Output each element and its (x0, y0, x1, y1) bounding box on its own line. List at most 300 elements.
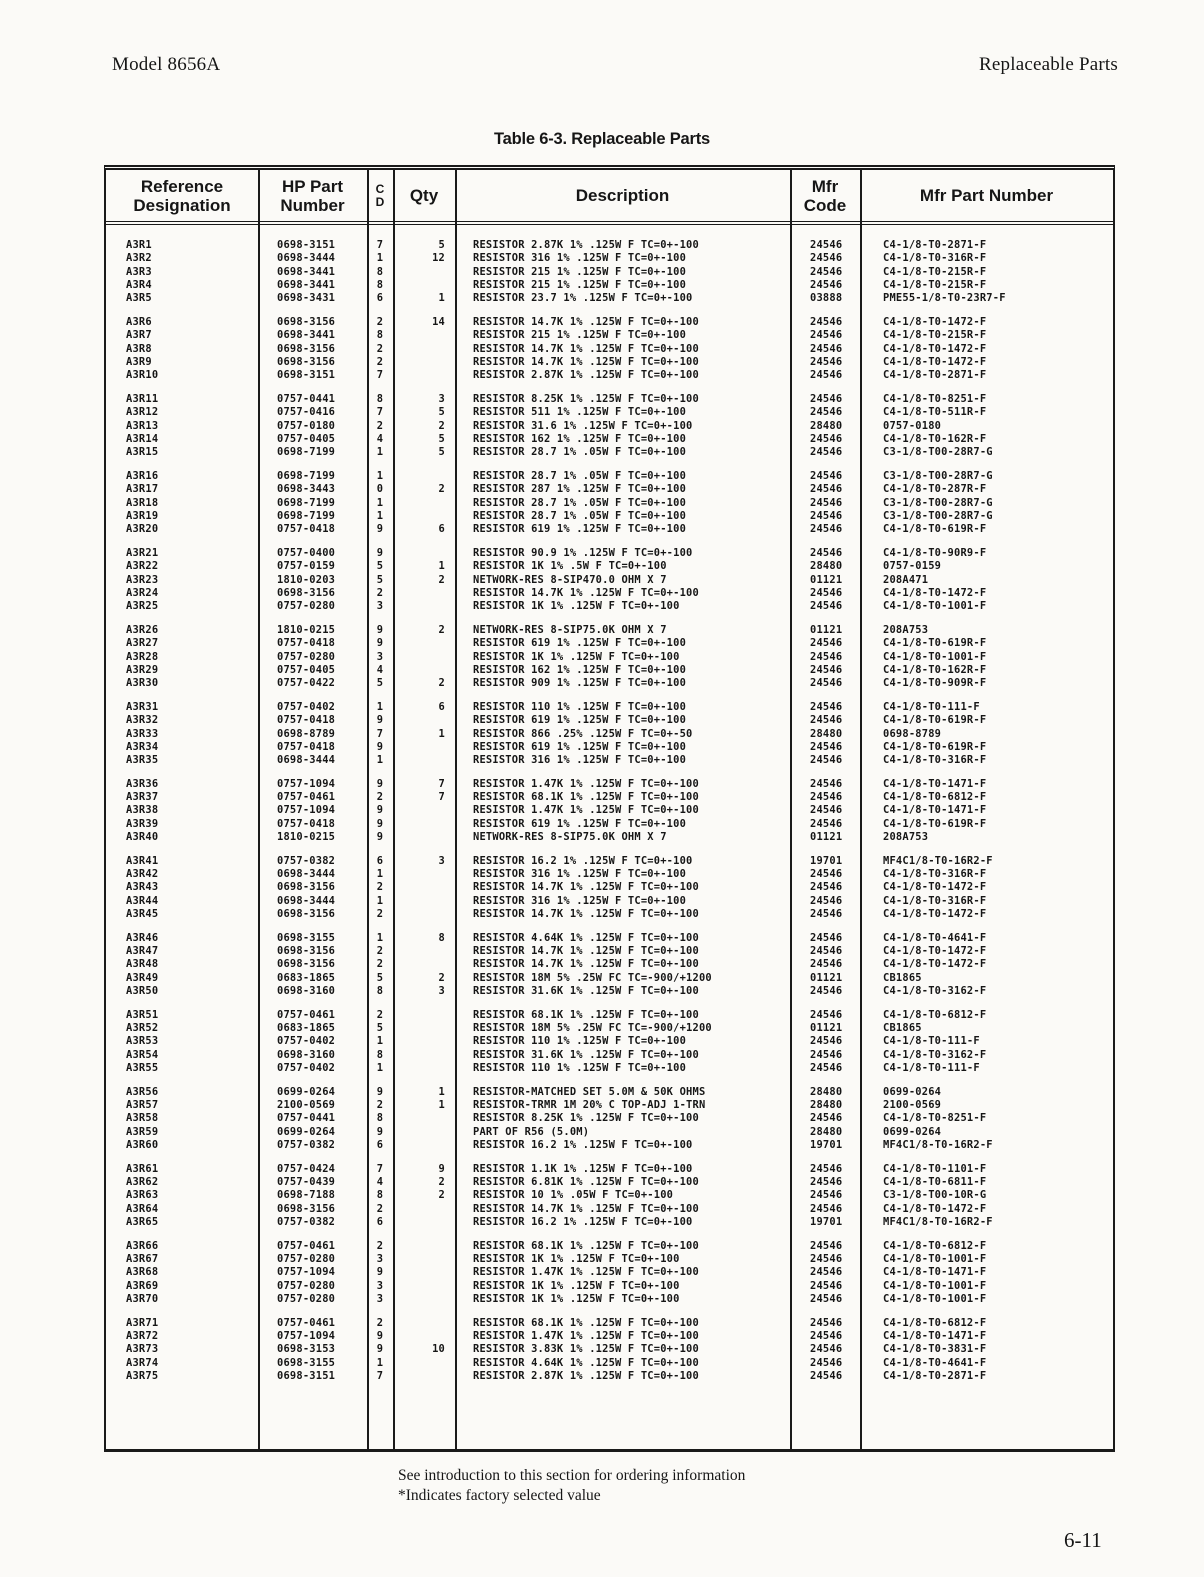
cell-mpn: C4-1/8-T0-3831-F (883, 1343, 987, 1356)
cell-desc: RESISTOR 110 1% .125W F TC=0+-100 (473, 700, 687, 713)
cell-ref: A3R58 (126, 1112, 159, 1125)
table-row (106, 1139, 1113, 1152)
cell-mpn: C4-1/8-T0-215R-F (883, 265, 987, 278)
cell-ref: A3R25 (126, 600, 159, 613)
cell-cd: 7 (376, 1369, 384, 1382)
cell-hp: 2100-0569 (277, 1099, 336, 1112)
cell-mpn: C4-1/8-T0-619R-F (883, 714, 987, 727)
table-row (106, 1176, 1113, 1189)
table-row (106, 1317, 1113, 1330)
cell-mpn: 0757-0159 (883, 560, 942, 573)
cell-ref: A3R52 (126, 1022, 159, 1035)
table-row (106, 420, 1113, 433)
cell-qty (393, 343, 455, 356)
cell-hp: 0757-0461 (277, 1316, 336, 1329)
table-row (106, 868, 1113, 881)
cell-hp: 0698-3444 (277, 252, 336, 265)
cell-cd: 1 (376, 496, 384, 509)
cell-hp: 0757-0402 (277, 1035, 336, 1048)
cell-ref: A3R72 (126, 1330, 159, 1343)
cell-hp: 0757-0418 (277, 523, 336, 536)
cell-mfr: 24546 (810, 1048, 843, 1061)
cell-qty (393, 1035, 455, 1048)
cell-mfr: 24546 (810, 523, 843, 536)
cell-desc: RESISTOR 2.87K 1% .125W F TC=0+-100 (473, 239, 699, 251)
cell-mfr: 24546 (810, 1062, 843, 1075)
cell-mfr: 24546 (810, 958, 843, 971)
table-row (106, 1112, 1113, 1125)
cell-hp: 0757-0405 (277, 432, 336, 445)
cell-hp: 0698-7199 (277, 469, 336, 482)
cell-ref: A3R2 (126, 252, 152, 265)
table-row (106, 677, 1113, 690)
cell-mfr: 24546 (810, 239, 843, 251)
cell-desc: RESISTOR 1K 1% .125W F TC=0+-100 (473, 1279, 680, 1292)
cell-mfr: 24546 (810, 329, 843, 342)
cell-mpn: 208A753 (883, 623, 929, 636)
cell-desc: RESISTOR 31.6K 1% .125W F TC=0+-100 (473, 1048, 699, 1061)
footnote-factory-selected: *Indicates factory selected value (398, 1487, 601, 1504)
cell-desc: RESISTOR 619 1% .125W F TC=0+-100 (473, 740, 687, 753)
cell-mfr: 24546 (810, 586, 843, 599)
cell-cd: 8 (376, 392, 384, 405)
cell-hp: 0757-0424 (277, 1162, 336, 1175)
cell-cd: 7 (376, 727, 384, 740)
cell-hp: 0698-3155 (277, 931, 336, 944)
cell-mpn: C3-1/8-T00-28R7-G (883, 469, 993, 482)
table-row (106, 560, 1113, 573)
cell-qty (393, 1022, 455, 1035)
cell-cd: 9 (376, 777, 384, 790)
cell-hp: 0757-0280 (277, 650, 336, 663)
cell-qty (393, 958, 455, 971)
cell-mpn: C4-1/8-T0-1472-F (883, 1202, 987, 1215)
cell-desc: NETWORK-RES 8-SIP470.0 OHM X 7 (473, 573, 667, 586)
cell-mfr: 24546 (810, 637, 843, 650)
cell-cd: 8 (376, 329, 384, 342)
cell-ref: A3R73 (126, 1343, 159, 1356)
cell-mpn: C4-1/8-T0-2871-F (883, 1369, 987, 1382)
cell-cd: 1 (376, 931, 384, 944)
cell-cd: 1 (376, 894, 384, 907)
cell-qty (393, 329, 455, 342)
cell-hp: 1810-0203 (277, 573, 336, 586)
cell-qty: 14 (432, 315, 445, 328)
cell-desc: RESISTOR-TRMR 1M 20% C TOP-ADJ 1-TRN (473, 1099, 706, 1112)
cell-cd: 7 (376, 239, 384, 251)
cell-qty: 6 (438, 700, 445, 713)
cell-desc: PART OF R56 (5.0M) (473, 1125, 590, 1138)
cell-cd: 7 (376, 1162, 384, 1175)
cell-qty: 2 (438, 1176, 445, 1189)
cell-mpn: C4-1/8-T0-316R-F (883, 868, 987, 881)
cell-qty: 12 (432, 252, 445, 265)
cell-cd: 2 (376, 1202, 384, 1215)
cell-cd: 8 (376, 985, 384, 998)
cell-cd: 5 (376, 677, 384, 690)
cell-desc: RESISTOR 110 1% .125W F TC=0+-100 (473, 1062, 687, 1075)
cell-cd: 1 (376, 1356, 384, 1369)
cell-mfr: 03888 (810, 292, 843, 305)
cell-cd: 5 (376, 971, 384, 984)
cell-desc: RESISTOR 18M 5% .25W FC TC=-900/+1200 (473, 1022, 712, 1035)
cell-qty (393, 1293, 455, 1306)
row-group (106, 701, 1113, 767)
cell-qty: 7 (438, 791, 445, 804)
cell-mfr: 24546 (810, 355, 843, 368)
cell-qty: 1 (438, 727, 445, 740)
cell-ref: A3R8 (126, 342, 152, 355)
row-group (106, 778, 1113, 844)
footnote-ordering-info: See introduction to this section for ordering information (398, 1467, 746, 1484)
cell-mpn: C4-1/8-T0-619R-F (883, 637, 987, 650)
cell-qty (393, 664, 455, 677)
cell-hp: 0757-0441 (277, 1112, 336, 1125)
cell-mfr: 24546 (810, 496, 843, 509)
cell-mfr: 01121 (810, 971, 843, 984)
cell-mpn: C4-1/8-T0-3162-F (883, 985, 987, 998)
table-row (106, 266, 1113, 279)
cell-ref: A3R26 (126, 623, 159, 636)
cell-cd: 5 (376, 560, 384, 573)
cell-mfr: 24546 (810, 650, 843, 663)
table-row (106, 574, 1113, 587)
cell-mpn: C4-1/8-T0-215R-F (883, 278, 987, 291)
cell-qty: 2 (438, 623, 445, 636)
cell-mfr: 24546 (810, 714, 843, 727)
cell-hp: 0757-0280 (277, 1292, 336, 1305)
table-row (106, 1126, 1113, 1139)
cell-ref: A3R10 (126, 369, 159, 382)
cell-hp: 0757-0416 (277, 406, 336, 419)
cell-mpn: C4-1/8-T0-90R9-F (883, 546, 987, 559)
cell-mfr: 24546 (810, 700, 843, 713)
replaceable-parts-table (104, 165, 1115, 1452)
cell-desc: RESISTOR 28.7 1% .05W F TC=0+-100 (473, 469, 687, 482)
cell-mfr: 24546 (810, 1112, 843, 1125)
table-row (106, 406, 1113, 419)
cell-desc: RESISTOR 1K 1% .125W F TC=0+-100 (473, 1253, 680, 1266)
table-row (106, 985, 1113, 998)
cell-qty (393, 356, 455, 369)
row-group (106, 547, 1113, 613)
cell-cd: 3 (376, 1279, 384, 1292)
cell-ref: A3R14 (126, 432, 159, 445)
table-row (106, 908, 1113, 921)
cell-mfr: 28480 (810, 560, 843, 573)
table-row (106, 1035, 1113, 1048)
cell-desc: RESISTOR 909 1% .125W F TC=0+-100 (473, 677, 687, 690)
cell-ref: A3R15 (126, 446, 159, 459)
cell-cd: 6 (376, 854, 384, 867)
cell-mpn: 208A753 (883, 831, 929, 844)
cell-mfr: 24546 (810, 1253, 843, 1266)
cell-ref: A3R42 (126, 868, 159, 881)
cell-ref: A3R46 (126, 931, 159, 944)
cell-hp: 0757-1094 (277, 1330, 336, 1343)
table-row (106, 547, 1113, 560)
cell-mfr: 24546 (810, 546, 843, 559)
cell-mfr: 24546 (810, 985, 843, 998)
cell-desc: RESISTOR 28.7 1% .05W F TC=0+-100 (473, 446, 687, 459)
cell-mfr: 24546 (810, 894, 843, 907)
row-group (106, 1163, 1113, 1229)
cell-hp: 0698-3156 (277, 881, 336, 894)
cell-ref: A3R35 (126, 754, 159, 767)
table-row (106, 1163, 1113, 1176)
cell-cd: 2 (376, 355, 384, 368)
cell-hp: 0698-7199 (277, 509, 336, 522)
table-row (106, 972, 1113, 985)
cell-qty (393, 1009, 455, 1022)
table-row (106, 1293, 1113, 1306)
cell-ref: A3R60 (126, 1139, 159, 1152)
cell-mpn: CB1865 (883, 1022, 922, 1035)
cell-mpn: C4-1/8-T0-6812-F (883, 1316, 987, 1329)
cell-hp: 0698-3431 (277, 292, 336, 305)
cell-mfr: 01121 (810, 573, 843, 586)
cell-mfr: 24546 (810, 342, 843, 355)
cell-ref: A3R75 (126, 1369, 159, 1382)
cell-ref: A3R74 (126, 1356, 159, 1369)
table-row (106, 356, 1113, 369)
cell-cd: 3 (376, 1253, 384, 1266)
cell-ref: A3R33 (126, 727, 159, 740)
cell-mfr: 24546 (810, 369, 843, 382)
cell-hp: 0698-3153 (277, 1343, 336, 1356)
cell-hp: 0757-0418 (277, 637, 336, 650)
cell-cd: 9 (376, 740, 384, 753)
cell-cd: 2 (376, 958, 384, 971)
cell-qty (393, 1216, 455, 1229)
table-row (106, 958, 1113, 971)
cell-cd: 1 (376, 868, 384, 881)
cell-qty: 10 (432, 1343, 445, 1356)
cell-mfr: 24546 (810, 1008, 843, 1021)
row-group (106, 855, 1113, 921)
cell-desc: RESISTOR 14.7K 1% .125W F TC=0+-100 (473, 881, 699, 894)
cell-mpn: C4-1/8-T0-287R-F (883, 483, 987, 496)
cell-qty: 2 (438, 1189, 445, 1202)
cell-desc: RESISTOR 619 1% .125W F TC=0+-100 (473, 714, 687, 727)
header-mfr-code: Mfr Code (803, 176, 847, 215)
cell-cd: 2 (376, 342, 384, 355)
cell-mfr: 24546 (810, 1239, 843, 1252)
cell-mpn: C4-1/8-T0-1471-F (883, 1266, 987, 1279)
cell-qty (393, 1370, 455, 1383)
cell-hp: 0757-0461 (277, 1239, 336, 1252)
cell-cd: 4 (376, 1176, 384, 1189)
cell-desc: RESISTOR 16.2 1% .125W F TC=0+-100 (473, 854, 693, 867)
cell-hp: 0698-3444 (277, 868, 336, 881)
cell-desc: RESISTOR 68.1K 1% .125W F TC=0+-100 (473, 1008, 699, 1021)
cell-hp: 0698-3156 (277, 315, 336, 328)
cell-mpn: 0699-0264 (883, 1085, 942, 1098)
cell-mpn: 0757-0180 (883, 419, 942, 432)
cell-mfr: 24546 (810, 868, 843, 881)
table-row (106, 1330, 1113, 1343)
cell-ref: A3R20 (126, 523, 159, 536)
row-group (106, 1086, 1113, 1152)
cell-qty (393, 868, 455, 881)
cell-hp: 0698-3156 (277, 586, 336, 599)
cell-ref: A3R66 (126, 1239, 159, 1252)
cell-mfr: 24546 (810, 677, 843, 690)
cell-qty (393, 637, 455, 650)
cell-desc: RESISTOR 1K 1% .125W F TC=0+-100 (473, 650, 680, 663)
cell-mpn: C3-1/8-T00-28R7-G (883, 509, 993, 522)
cell-hp: 0698-3155 (277, 1356, 336, 1369)
cell-qty: 9 (438, 1162, 445, 1175)
cell-mpn: C4-1/8-T0-1472-F (883, 355, 987, 368)
table-row (106, 470, 1113, 483)
table-row (106, 895, 1113, 908)
cell-mfr: 24546 (810, 817, 843, 830)
table-row (106, 1086, 1113, 1099)
cell-qty (393, 510, 455, 523)
cell-desc: RESISTOR 68.1K 1% .125W F TC=0+-100 (473, 1316, 699, 1329)
cell-ref: A3R9 (126, 355, 152, 368)
cell-hp: 0757-0418 (277, 817, 336, 830)
cell-mpn: C4-1/8-T0-6812-F (883, 1239, 987, 1252)
cell-ref: A3R28 (126, 650, 159, 663)
cell-hp: 0698-3441 (277, 265, 336, 278)
cell-desc: RESISTOR 316 1% .125W F TC=0+-100 (473, 894, 687, 907)
cell-mpn: 0699-0264 (883, 1125, 942, 1138)
cell-desc: RESISTOR 18M 5% .25W FC TC=-900/+1200 (473, 971, 712, 984)
cell-qty: 2 (438, 677, 445, 690)
cell-cd: 9 (376, 1330, 384, 1343)
section-label: Replaceable Parts (979, 54, 1118, 75)
cell-mfr: 19701 (810, 854, 843, 867)
cell-cd: 2 (376, 908, 384, 921)
cell-ref: A3R11 (126, 392, 159, 405)
cell-qty (393, 945, 455, 958)
row-group (106, 393, 1113, 459)
cell-qty (393, 651, 455, 664)
cell-qty (393, 908, 455, 921)
cell-qty: 3 (438, 392, 445, 405)
cell-mpn: C4-1/8-T0-162R-F (883, 663, 987, 676)
cell-cd: 2 (376, 791, 384, 804)
table-row (106, 393, 1113, 406)
cell-desc: RESISTOR 90.9 1% .125W F TC=0+-100 (473, 546, 693, 559)
cell-ref: A3R49 (126, 971, 159, 984)
footnotes (398, 1466, 745, 1506)
cell-qty (393, 1203, 455, 1216)
cell-qty (393, 714, 455, 727)
cell-ref: A3R47 (126, 945, 159, 958)
cell-cd: 9 (376, 1085, 384, 1098)
cell-qty: 5 (438, 406, 445, 419)
cell-desc: RESISTOR 28.7 1% .05W F TC=0+-100 (473, 496, 687, 509)
cell-desc: RESISTOR 68.1K 1% .125W F TC=0+-100 (473, 1239, 699, 1252)
cell-ref: A3R69 (126, 1279, 159, 1292)
cell-desc: RESISTOR 619 1% .125W F TC=0+-100 (473, 523, 687, 536)
cell-mfr: 24546 (810, 265, 843, 278)
cell-ref: A3R44 (126, 894, 159, 907)
cell-mpn: C4-1/8-T0-1471-F (883, 804, 987, 817)
cell-ref: A3R23 (126, 573, 159, 586)
cell-hp: 0757-0439 (277, 1176, 336, 1189)
cell-qty: 3 (438, 985, 445, 998)
cell-hp: 1810-0215 (277, 831, 336, 844)
cell-qty: 6 (438, 523, 445, 536)
cell-hp: 1810-0215 (277, 623, 336, 636)
table-row (106, 855, 1113, 868)
cell-hp: 0757-0422 (277, 677, 336, 690)
cell-ref: A3R19 (126, 509, 159, 522)
cell-hp: 0699-0264 (277, 1125, 336, 1138)
cell-mpn: C4-1/8-T0-619R-F (883, 523, 987, 536)
cell-desc: RESISTOR 316 1% .125W F TC=0+-100 (473, 252, 687, 265)
cell-ref: A3R24 (126, 586, 159, 599)
table-row (106, 818, 1113, 831)
cell-ref: A3R29 (126, 663, 159, 676)
cell-hp: 0757-0402 (277, 700, 336, 713)
cell-qty: 5 (438, 432, 445, 445)
table-row (106, 1240, 1113, 1253)
cell-hp: 0757-0418 (277, 714, 336, 727)
cell-mfr: 19701 (810, 1216, 843, 1228)
cell-mfr: 24546 (810, 1176, 843, 1189)
cell-mfr: 24546 (810, 392, 843, 405)
cell-desc: RESISTOR 1.47K 1% .125W F TC=0+-100 (473, 804, 699, 817)
cell-ref: A3R4 (126, 278, 152, 291)
cell-cd: 9 (376, 1343, 384, 1356)
cell-mpn: C4-1/8-T0-4641-F (883, 1356, 987, 1369)
cell-ref: A3R56 (126, 1085, 159, 1098)
cell-cd: 7 (376, 369, 384, 382)
cell-qty (393, 1049, 455, 1062)
cell-ref: A3R57 (126, 1099, 159, 1112)
cell-mpn: C4-1/8-T0-2871-F (883, 239, 987, 251)
cell-mpn: C4-1/8-T0-316R-F (883, 252, 987, 265)
cell-cd: 2 (376, 1099, 384, 1112)
cell-ref: A3R51 (126, 1008, 159, 1021)
table-row (106, 651, 1113, 664)
cell-mpn: C4-1/8-T0-1472-F (883, 958, 987, 971)
cell-mpn: C3-1/8-T00-28R7-G (883, 446, 993, 459)
cell-mpn: CB1865 (883, 971, 922, 984)
cell-desc: RESISTOR 14.7K 1% .125W F TC=0+-100 (473, 315, 699, 328)
cell-cd: 9 (376, 1125, 384, 1138)
table-row (106, 664, 1113, 677)
cell-hp: 0757-1094 (277, 1266, 336, 1279)
cell-ref: A3R30 (126, 677, 159, 690)
cell-mfr: 24546 (810, 740, 843, 753)
header-description: Description (575, 186, 670, 205)
cell-cd: 1 (376, 700, 384, 713)
cell-mfr: 01121 (810, 831, 843, 844)
model-label: Model 8656A (112, 54, 221, 75)
cell-qty: 8 (438, 931, 445, 944)
cell-hp: 0698-3441 (277, 329, 336, 342)
cell-cd: 1 (376, 469, 384, 482)
cell-cd: 9 (376, 817, 384, 830)
cell-qty (393, 1266, 455, 1279)
cell-mfr: 24546 (810, 1316, 843, 1329)
cell-mpn: C4-1/8-T0-6812-F (883, 1008, 987, 1021)
table-row (106, 624, 1113, 637)
cell-desc: RESISTOR 68.1K 1% .125W F TC=0+-100 (473, 791, 699, 804)
cell-qty (393, 1112, 455, 1125)
cell-ref: A3R34 (126, 740, 159, 753)
cell-ref: A3R59 (126, 1125, 159, 1138)
cell-desc: RESISTOR 215 1% .125W F TC=0+-100 (473, 278, 687, 291)
cell-ref: A3R7 (126, 329, 152, 342)
table-row (106, 1099, 1113, 1112)
